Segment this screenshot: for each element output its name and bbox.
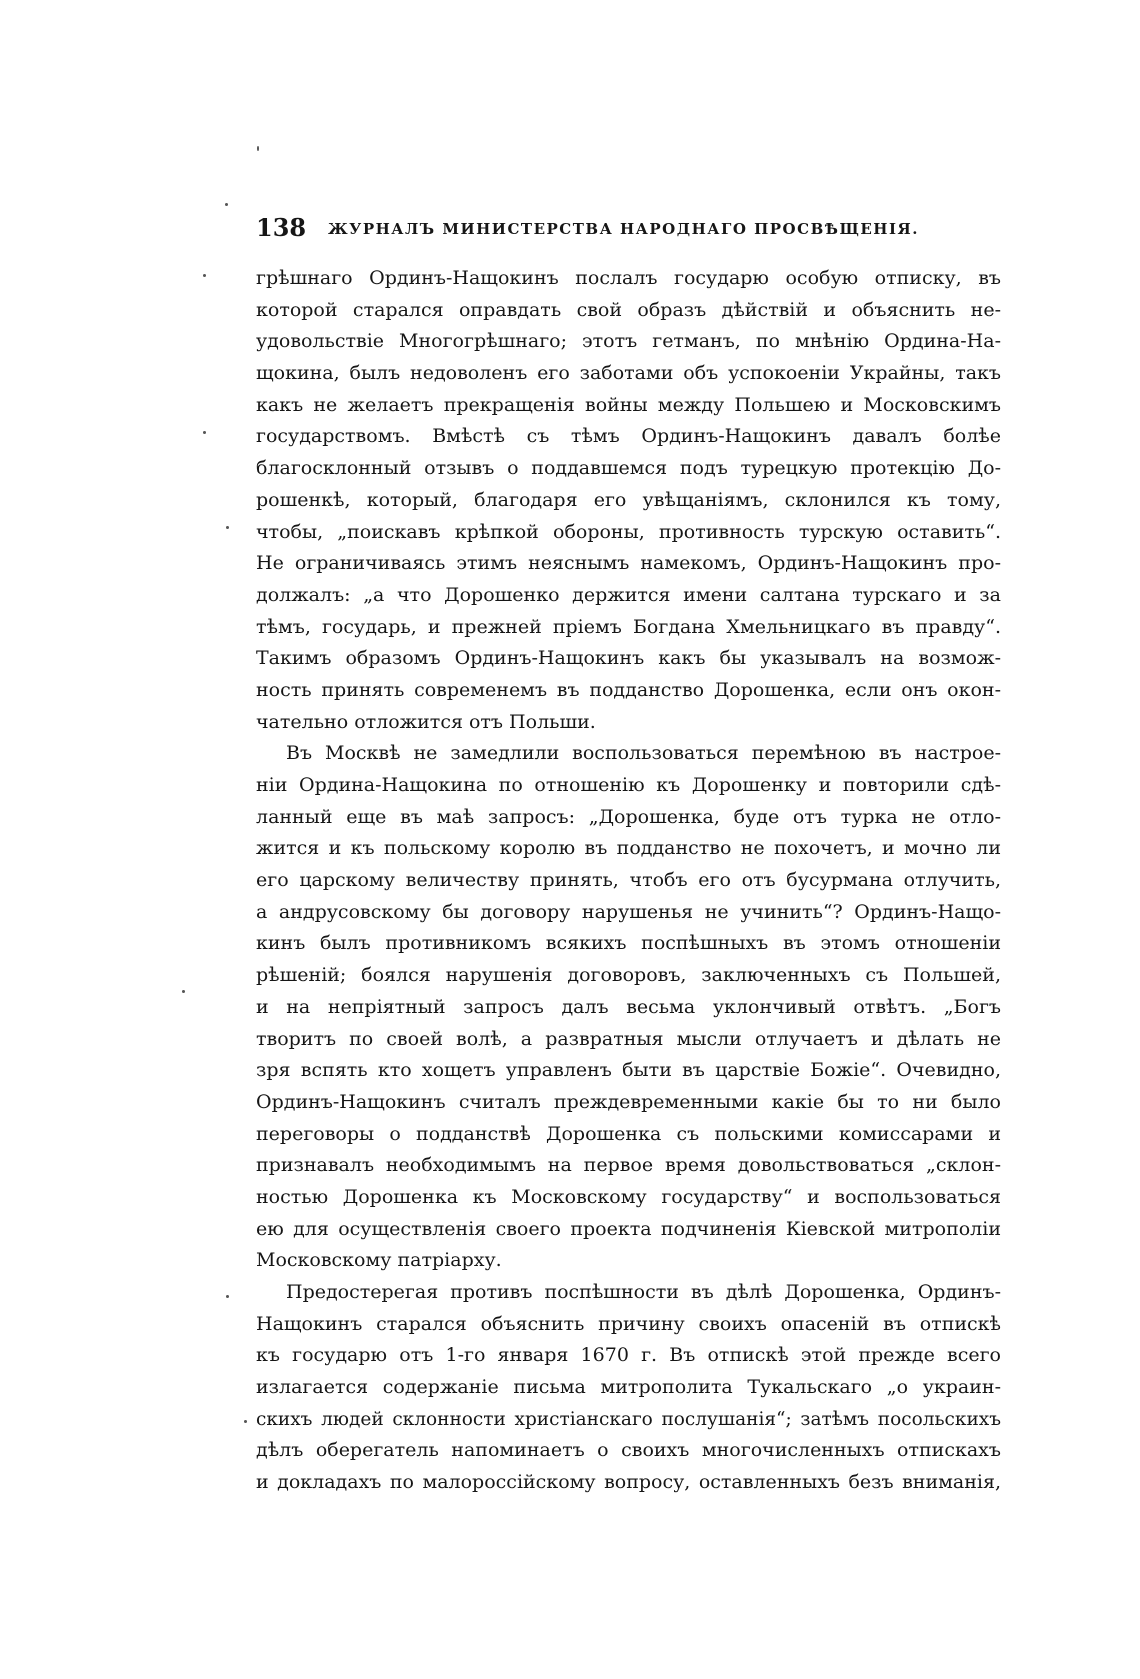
text-line: ностью Дорошенка къ Московскому государству“ и воспользоваться — [256, 1185, 1001, 1208]
scan-speck — [203, 274, 206, 277]
text-line: чтобы, „поискавъ крѣпкой обороны, противность турскую оставить“. — [256, 520, 1001, 543]
text-line: Ординъ-Нащокинъ считалъ преждевременными какіе бы то ни было — [256, 1090, 1001, 1113]
text-line: зря вспять кто хощетъ управленъ быти въ царствіе Божіе“. Очевидно, — [256, 1059, 1001, 1082]
text-line: дѣлъ оберегатель напоминаетъ о своихъ многочисленныхъ отпискахъ — [256, 1439, 1001, 1462]
paragraph-1 — [256, 263, 1001, 738]
text-line: кинъ былъ противникомъ всякихъ поспѣшныхъ въ этомъ отношеніи — [256, 932, 1001, 955]
text-line: творитъ по своей волѣ, а развратныя мысли отлучаетъ и дѣлать не — [256, 1027, 1001, 1050]
text-line: тѣмъ, государь, и прежней пріемъ Богдана Хмельницкаго въ правду“. — [256, 615, 1001, 638]
text-line: рошенкѣ, который, благодаря его увѣщаніямъ, склонился къ тому, — [256, 488, 1001, 511]
text-line: и на непріятный запросъ далъ весьма уклончивый отвѣтъ. „Богъ — [256, 995, 1001, 1018]
text-line: щокина, былъ недоволенъ его заботами объ успокоеніи Украйны, такъ — [256, 362, 1001, 385]
text-line: ею для осуществленія своего проекта подчиненія Кіевской митрополіи — [256, 1217, 1001, 1240]
journal-title: ЖУРНАЛЪ МИНИСТЕРСТВА НАРОДНАГО ПРОСВѢЩЕНІЯ. — [328, 220, 919, 238]
scan-speck — [203, 431, 206, 434]
text-line: которой старался оправдать свой образъ дѣйствій и объяснить не- — [256, 298, 1001, 321]
text-line: рѣшеній; боялся нарушенія договоровъ, заключенныхъ съ Польшей, — [256, 964, 1001, 987]
text-line: Въ Москвѣ не замедлили воспользоваться перемѣною въ настрое- — [286, 742, 1001, 765]
scan-speck — [226, 526, 229, 529]
text-line: благосклонный отзывъ о поддавшемся подъ турецкую протекцію До- — [256, 457, 1001, 480]
text-line: жится и къ польскому королю въ подданство не похочетъ, и мочно ли — [256, 837, 1001, 860]
paragraph-2 — [256, 738, 1001, 1277]
text-line: излагается содержаніе письма митрополита Тукальскаго „о украин- — [256, 1376, 1001, 1399]
text-line: Московскому патріарху. — [256, 1249, 502, 1272]
text-line: чательно отложится отъ Польши. — [256, 710, 596, 733]
text-line: Нащокинъ старался объяснить причину своихъ опасеній въ отпискѣ — [256, 1312, 1001, 1335]
text-line: государствомъ. Вмѣстѣ съ тѣмъ Ординъ-Нащокинъ давалъ болѣе — [256, 425, 1001, 448]
scan-speck — [182, 990, 185, 993]
paragraph-3 — [256, 1277, 1001, 1499]
text-line: къ государю отъ 1-го января 1670 г. Въ отпискѣ этой прежде всего — [256, 1344, 1001, 1367]
text-line: должалъ: „а что Дорошенко держится имени салтана турскаго и за — [256, 583, 1001, 606]
text-line: удовольствіе Многогрѣшнаго; этотъ гетманъ, по мнѣнію Ордина-На- — [256, 330, 1001, 353]
text-line: Предостерегая противъ поспѣшности въ дѣлѣ Дорошенка, Ординъ- — [286, 1281, 1001, 1303]
text-line: признавалъ необходимымъ на первое время довольствоваться „склон- — [256, 1154, 1001, 1177]
running-head — [256, 210, 1001, 246]
text-line: его царскому величеству принять, чтобъ его отъ бусурмана отлучить, — [256, 869, 1001, 892]
text-line: ніи Ордина-Нащокина по отношенію къ Дорошенку и повторили сдѣ- — [256, 774, 1001, 796]
text-line: какъ не желаетъ прекращенія войны между Польшею и Московскимъ — [256, 393, 1001, 416]
body-text — [256, 263, 1001, 1499]
text-line: ность принять современемъ въ подданство Дорошенка, если онъ окон- — [256, 678, 1001, 701]
scan-speck — [257, 146, 259, 151]
text-line: скихъ людей склонности христіанскаго послушанія“; затѣмъ посольскихъ — [256, 1408, 1001, 1430]
text-line: грѣшнаго Ординъ-Нащокинъ послалъ государю особую отписку, въ — [256, 267, 1001, 289]
scan-speck — [226, 1295, 229, 1298]
text-line: ланный еще въ маѣ запросъ: „Дорошенка, буде отъ турка не отло- — [256, 805, 1001, 828]
text-line: и докладахъ по малороссійскому вопросу, оставленныхъ безъ вниманія, — [256, 1471, 1001, 1494]
text-line: а андрусовскому бы договору нарушенья не учинить“? Ординъ-Нащо- — [256, 900, 1001, 923]
page-number: 138 — [256, 213, 307, 242]
text-line: Не ограничиваясь этимъ неяснымъ намекомъ, Ординъ-Нащокинъ про- — [256, 552, 1001, 575]
text-line: переговоры о подданствѣ Дорошенка съ польскими комиссарами и — [256, 1122, 1001, 1145]
scan-speck — [225, 203, 228, 206]
scan-speck — [244, 1420, 247, 1423]
text-line: Такимъ образомъ Ординъ-Нащокинъ какъ бы указывалъ на возмож- — [256, 647, 1001, 670]
